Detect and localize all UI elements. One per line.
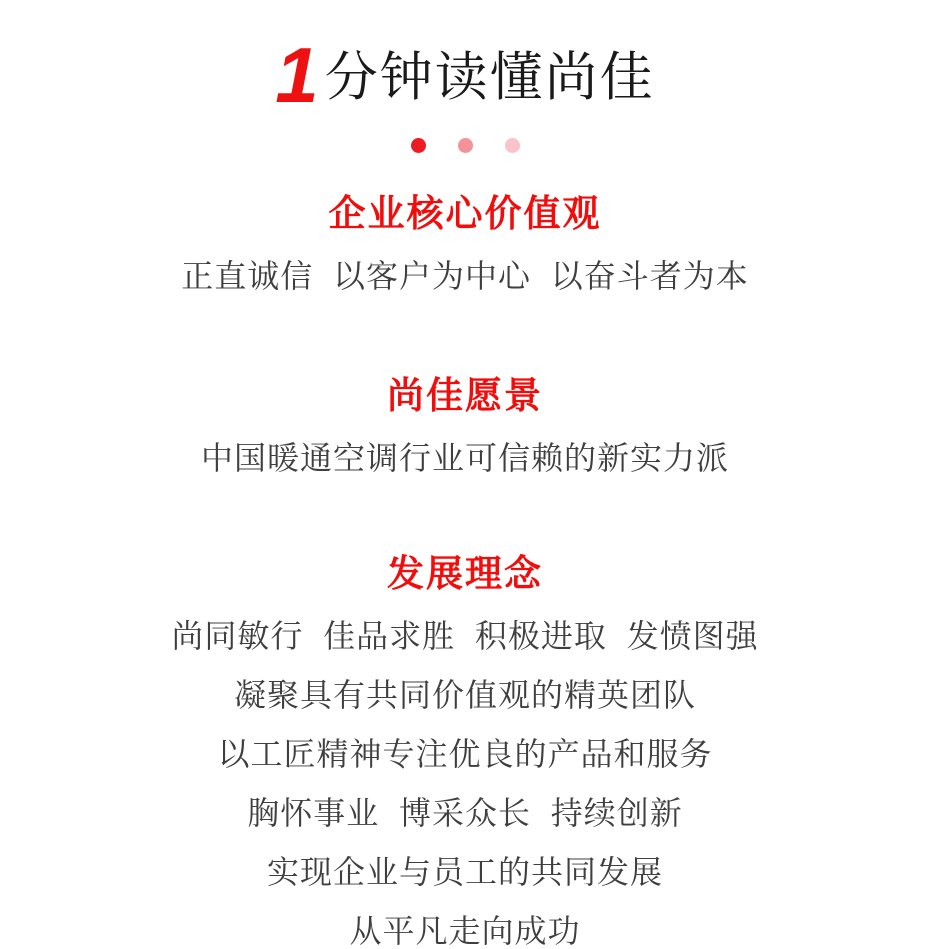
dot-light-pink [505,138,520,153]
page-title [275,31,655,119]
title-number: 1 [275,31,319,119]
dot-red [411,138,426,153]
core-values-text: 正直诚信 以客户为中心 以奋斗者为本 [181,258,749,294]
dot-pink [458,138,473,153]
philosophy-heading: 发展理念 [387,553,543,594]
dots-divider [411,138,520,153]
philosophy-line-1: 尚同敏行 佳品求胜 积极进取 发愤图强 [171,618,759,654]
vision-text: 中国暖通空调行业可信赖的新实力派 [200,440,729,476]
philosophy-line-2: 凝聚具有共同价值观的精英团队 [233,677,696,713]
title-text: 分钟读懂尚佳 [324,47,655,107]
philosophy-line-5: 实现企业与员工的共同发展 [266,854,663,890]
philosophy-line-6: 从平凡走向成功 [349,913,581,949]
vision-heading: 尚佳愿景 [387,375,543,416]
core-values-heading: 企业核心价值观 [328,193,602,234]
philosophy-line-4: 胸怀事业 博采众长 持续创新 [247,795,683,831]
philosophy-line-3: 以工匠精神专注优良的产品和服务 [217,736,713,772]
